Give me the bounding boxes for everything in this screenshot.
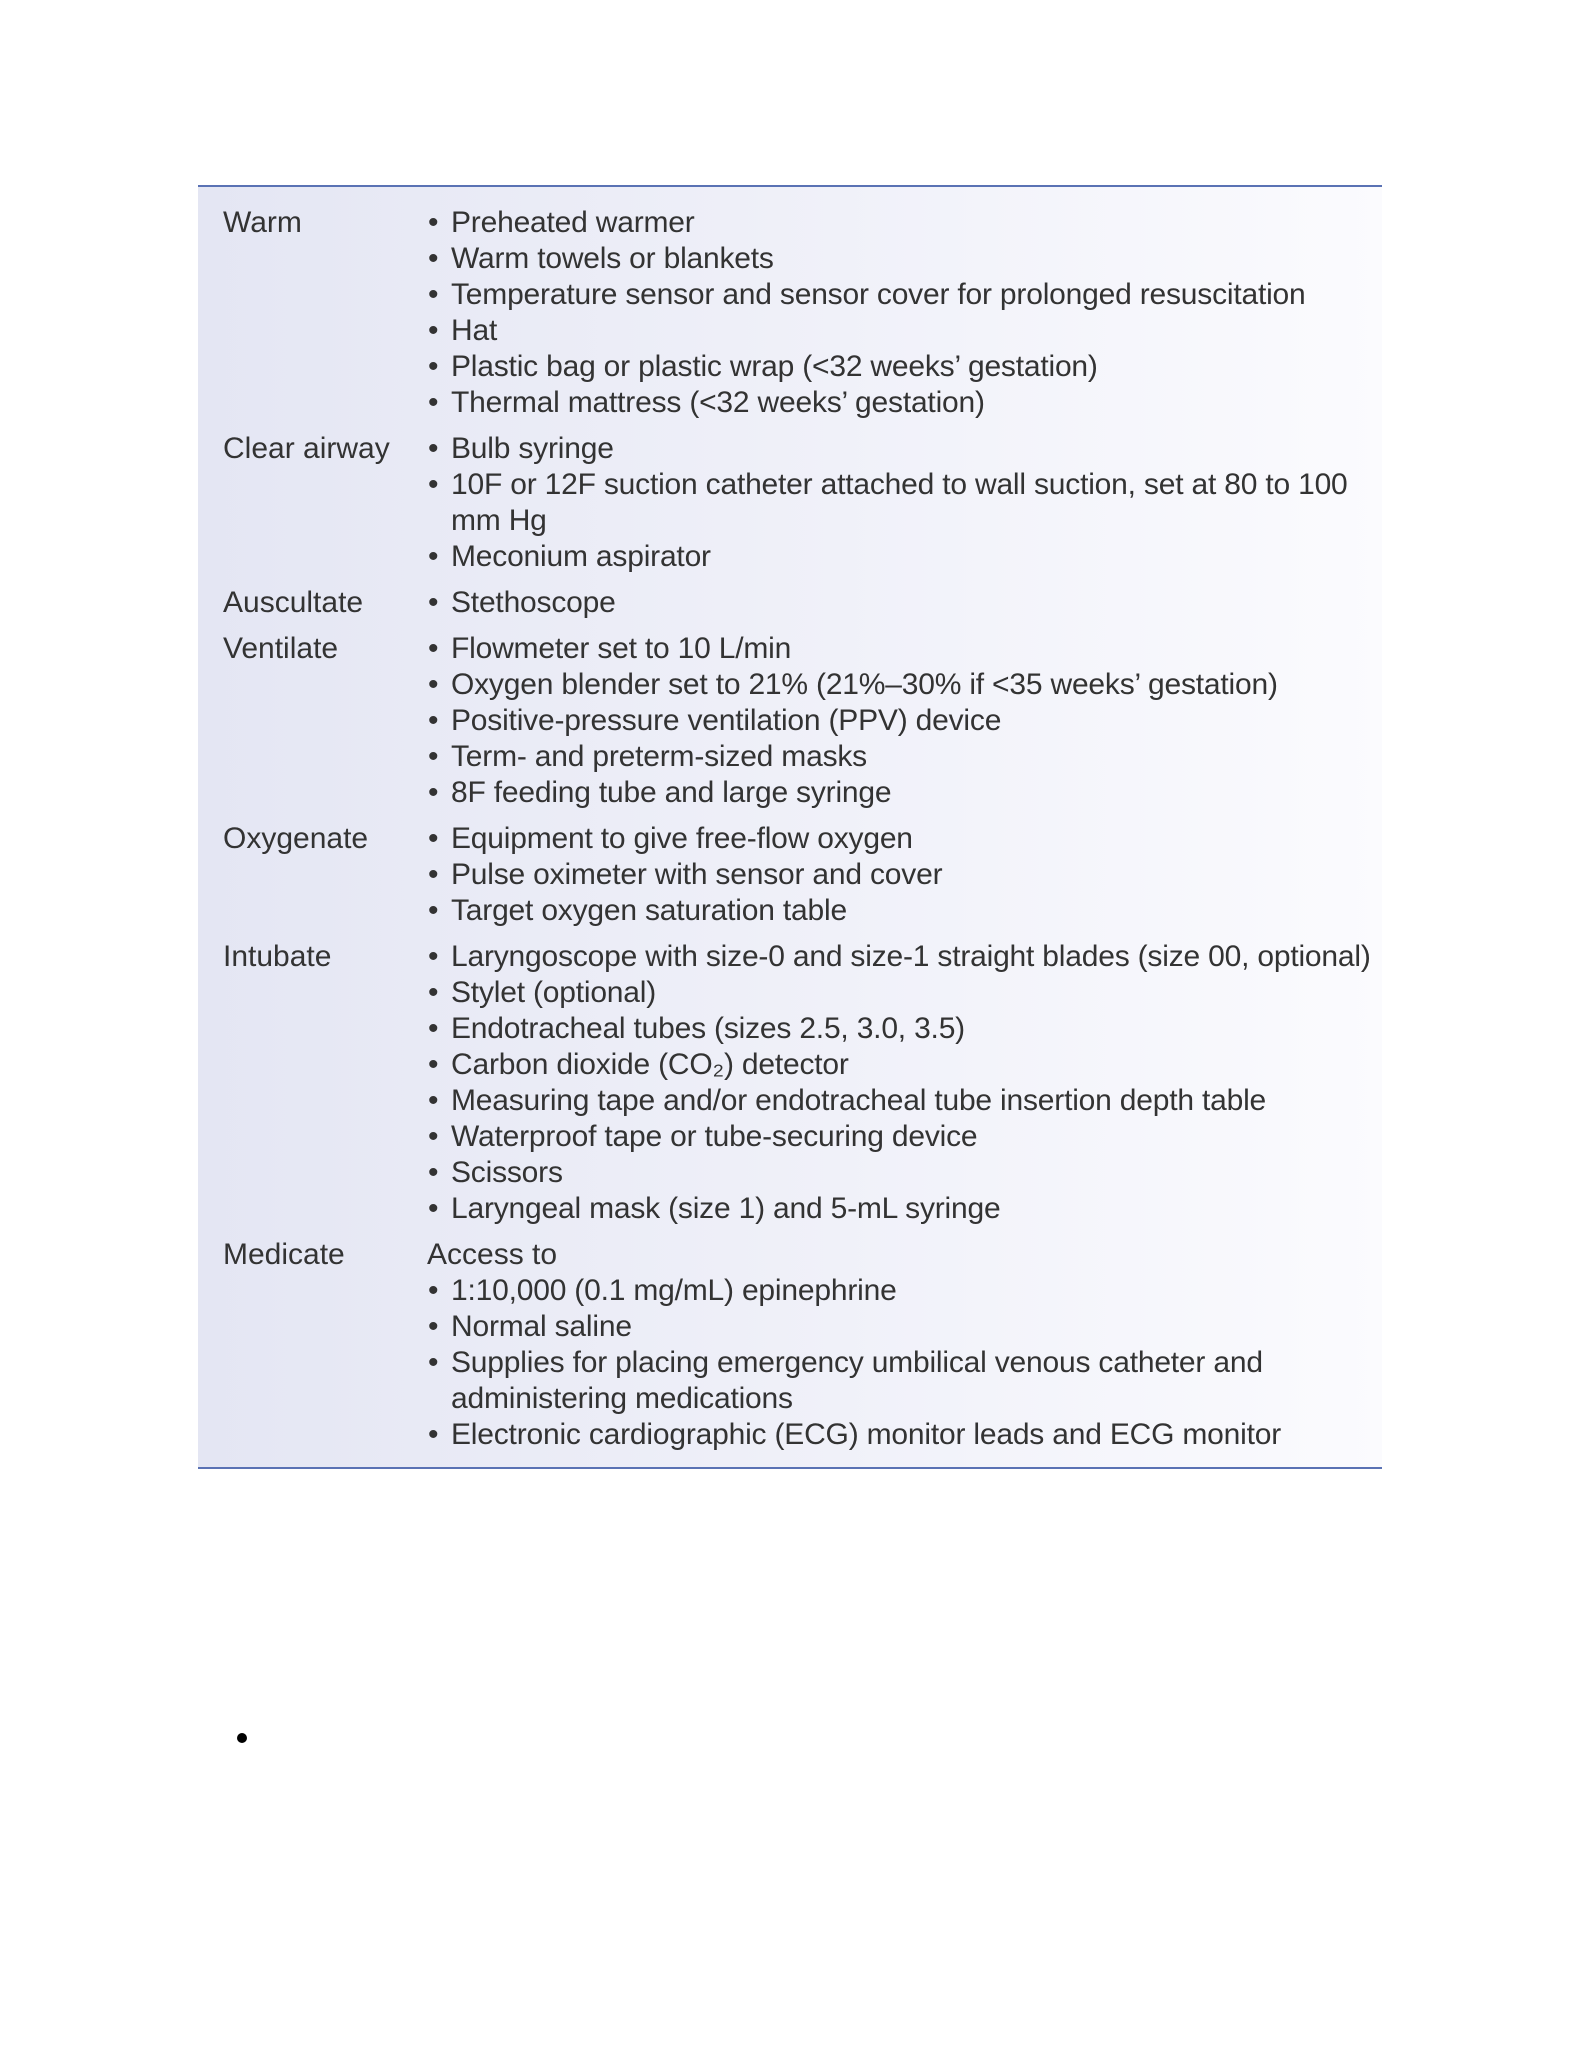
table-row [198, 631, 1382, 811]
bullet-icon: • [428, 1418, 439, 1451]
list-item [427, 467, 1382, 539]
bullet-icon: • [428, 1310, 439, 1343]
list-item [427, 349, 1382, 385]
bullet-icon: • [428, 1048, 439, 1081]
table-rows [198, 205, 1382, 1453]
list-item [427, 1191, 1382, 1227]
bullet-icon: • [428, 350, 439, 383]
list-item-text: Hat [451, 314, 498, 347]
list-item [427, 431, 1382, 467]
bullet-icon: • [428, 894, 439, 927]
list-item [427, 667, 1382, 703]
bullet-icon: • [428, 1012, 439, 1045]
bullet-icon: • [428, 822, 439, 855]
bullet-icon: • [428, 704, 439, 737]
list-bullet-dot [237, 1733, 247, 1743]
bullet-icon: • [428, 740, 439, 773]
bullet-icon: • [428, 976, 439, 1009]
list-item-text: Positive-pressure ventilation (PPV) device [451, 704, 1002, 737]
bullet-icon: • [428, 1156, 439, 1189]
list-item-text: Stylet (optional) [451, 976, 657, 1009]
table-row [198, 431, 1382, 575]
list-item [427, 1119, 1382, 1155]
list-item [427, 1273, 1382, 1309]
row-item-list [427, 1237, 1382, 1453]
list-item [427, 385, 1382, 421]
bullet-icon: • [428, 314, 439, 347]
list-item-text: Scissors [451, 1156, 563, 1189]
list-item-text: 10F or 12F suction catheter attached to wall suction, set at 80 to 100 mm Hg [451, 468, 1348, 537]
list-item [427, 1309, 1382, 1345]
list-item [427, 1083, 1382, 1119]
bullet-icon: • [428, 1274, 439, 1307]
bullet-icon: • [428, 468, 439, 501]
list-item-text: Target oxygen saturation table [451, 894, 847, 927]
list-item [427, 1345, 1382, 1417]
list-item [427, 631, 1382, 667]
list-item-text: Meconium aspirator [451, 540, 711, 573]
table-row [198, 939, 1382, 1227]
list-item-text: Term- and preterm-sized masks [451, 740, 867, 773]
list-item-text: Measuring tape and/or endotracheal tube insertion depth table [451, 1084, 1267, 1117]
list-item [427, 277, 1382, 313]
bullet-icon: • [428, 940, 439, 973]
bullet-icon: • [428, 540, 439, 573]
list-item-text: Bulb syringe [451, 432, 614, 465]
list-item-text: Oxygen blender set to 21% (21%–30% if <35 weeks’ gestation) [451, 668, 1278, 701]
list-item [427, 205, 1382, 241]
list-item [427, 739, 1382, 775]
list-item [427, 1417, 1382, 1453]
row-category-label: Clear airway [223, 432, 390, 465]
row-item-list [427, 205, 1382, 421]
list-item [427, 241, 1382, 277]
equipment-checklist-table [198, 185, 1382, 1469]
list-item-text: Carbon dioxide (CO₂) detector [451, 1048, 849, 1081]
bullet-icon: • [428, 386, 439, 419]
list-item [427, 1047, 1382, 1083]
table-row [198, 1237, 1382, 1453]
list-item-text: Thermal mattress (<32 weeks’ gestation) [451, 386, 985, 419]
row-item-list [427, 585, 1382, 621]
bullet-icon: • [428, 206, 439, 239]
list-item-text: Supplies for placing emergency umbilical venous catheter and administering medications [451, 1346, 1263, 1415]
list-item [427, 939, 1382, 975]
list-item-text: Flowmeter set to 10 L/min [451, 632, 792, 665]
table-row [198, 205, 1382, 421]
bullet-icon: • [428, 632, 439, 665]
row-item-list [427, 631, 1382, 811]
list-item-text: Endotracheal tubes (sizes 2.5, 3.0, 3.5) [451, 1012, 965, 1045]
bullet-icon: • [428, 242, 439, 275]
list-item-text: Stethoscope [451, 586, 616, 619]
list-item-text: Waterproof tape or tube-securing device [451, 1120, 978, 1153]
row-item-list [427, 939, 1382, 1227]
list-item-text: 1:10,000 (0.1 mg/mL) epinephrine [451, 1274, 897, 1307]
bullet-icon: • [428, 776, 439, 809]
bullet-icon: • [428, 586, 439, 619]
list-item-text: Laryngeal mask (size 1) and 5-mL syringe [451, 1192, 1001, 1225]
list-item-text: Equipment to give free-flow oxygen [451, 822, 913, 855]
bullet-icon: • [428, 858, 439, 891]
list-item-text: Pulse oximeter with sensor and cover [451, 858, 943, 891]
list-item [427, 313, 1382, 349]
list-item-text: Plastic bag or plastic wrap (<32 weeks’ gestation) [451, 350, 1098, 383]
row-item-list [427, 431, 1382, 575]
bullet-icon: • [428, 432, 439, 465]
row-category-label: Warm [223, 206, 302, 239]
table-row [198, 585, 1382, 621]
row-category-label: Oxygenate [223, 822, 369, 855]
list-item-text: Laryngoscope with size-0 and size-1 straight blades (size 00, optional) [451, 940, 1371, 973]
bullet-icon: • [428, 1346, 439, 1379]
bullet-icon: • [428, 668, 439, 701]
bullet-icon: • [428, 1192, 439, 1225]
list-item-text: 8F feeding tube and large syringe [451, 776, 892, 809]
list-item [427, 857, 1382, 893]
list-item [427, 821, 1382, 857]
row-intro-text: Access to [427, 1238, 558, 1271]
list-item [427, 1155, 1382, 1191]
list-item [427, 893, 1382, 929]
row-category-label: Auscultate [223, 586, 364, 619]
row-item-list [427, 821, 1382, 929]
list-item-text: Warm towels or blankets [451, 242, 774, 275]
list-item [427, 539, 1382, 575]
row-category-label: Medicate [223, 1238, 345, 1271]
list-item-text: Normal saline [451, 1310, 632, 1343]
list-item [427, 585, 1382, 621]
row-category-label: Ventilate [223, 632, 339, 665]
list-item-text: Temperature sensor and sensor cover for prolonged resuscitation [451, 278, 1306, 311]
list-item [427, 703, 1382, 739]
list-item [427, 1011, 1382, 1047]
row-category-label: Intubate [223, 940, 332, 973]
table-row [198, 821, 1382, 929]
list-item [427, 975, 1382, 1011]
list-item [427, 775, 1382, 811]
list-item-text: Preheated warmer [451, 206, 695, 239]
bullet-icon: • [428, 1120, 439, 1153]
list-item-text: Electronic cardiographic (ECG) monitor leads and ECG monitor [451, 1418, 1282, 1451]
bullet-icon: • [428, 1084, 439, 1117]
bullet-icon: • [428, 278, 439, 311]
